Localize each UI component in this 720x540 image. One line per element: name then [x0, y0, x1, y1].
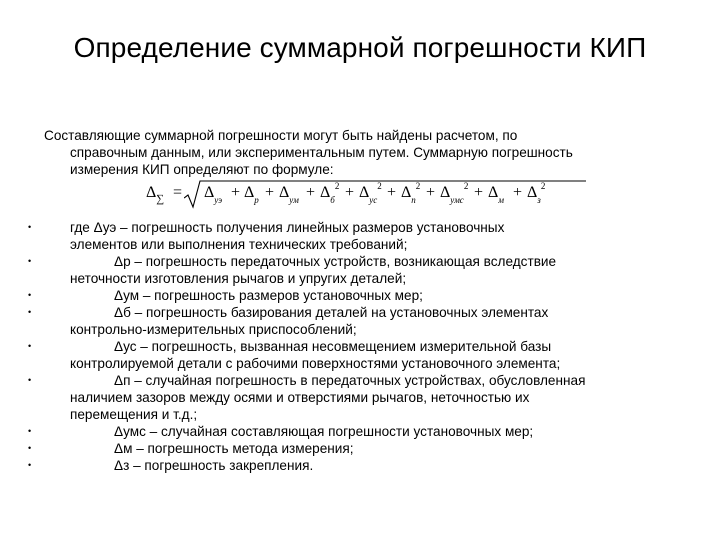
- list-item-line: Δм – погрешность метода измерения;: [114, 441, 354, 456]
- bullet: •: [28, 460, 32, 470]
- formula-term: $\Delta_п^2$: [401, 181, 421, 205]
- intro-line: справочным данным, или экспериментальным путем. Суммарную погрешность: [70, 145, 573, 160]
- bullet: •: [28, 222, 32, 232]
- list-item: [28, 338, 688, 372]
- list-item-line: неточности изготовления рычагов и упругих деталей;: [70, 271, 407, 286]
- intro-paragraph: [44, 127, 684, 178]
- list-item: [28, 372, 688, 423]
- intro-line: измерения КИП определяют по формуле:: [70, 162, 334, 177]
- list-item: [28, 287, 688, 304]
- formula-term: $\Delta_{ум}$: [279, 184, 299, 205]
- bullet: •: [28, 426, 32, 436]
- formula-term: $\Delta_м$: [488, 184, 505, 205]
- error-formula: [146, 178, 586, 212]
- list-item-line: контролируемой детали с рабочими поверхностями установочного элемента;: [70, 356, 561, 371]
- bullet: •: [28, 341, 32, 351]
- intro-line: Составляющие суммарной погрешности могут быть найдены расчетом, по: [44, 128, 518, 143]
- formula-plus: +: [426, 184, 436, 201]
- formula-plus: +: [265, 184, 275, 201]
- formula-term: $\Delta_{ус}^2$: [359, 181, 382, 205]
- formula-plus: +: [306, 184, 316, 201]
- formula-term: $\Delta_р$: [244, 184, 259, 205]
- list-item-line: Δум – погрешность размеров установочных мер;: [114, 288, 423, 303]
- formula-lhs: $\Delta_\sum$: [146, 184, 165, 205]
- list-item-line: перемещения и т.д.;: [70, 407, 198, 422]
- list-item: [28, 423, 688, 440]
- bullet: •: [28, 307, 32, 317]
- list-item-line: Δр – погрешность передаточных устройств, возникающая вследствие: [114, 254, 557, 269]
- list-item-line: Δз – погрешность закрепления.: [114, 458, 314, 473]
- list-item: [28, 219, 688, 253]
- list-item: [28, 457, 688, 474]
- formula-plus: +: [387, 184, 397, 201]
- list-item-line: Δб – погрешность базирования деталей на установочных элементах: [114, 305, 549, 320]
- formula-equals: =: [173, 184, 183, 201]
- list-item-line: наличием зазоров между осями и отверстиями рычагов, неточностью их: [70, 390, 530, 405]
- bullet: •: [28, 443, 32, 453]
- slide-title: Определение суммарной погрешности КИП: [73, 32, 647, 63]
- formula-plus: +: [474, 184, 484, 201]
- list-item-line: Δумс – случайная составляющая погрешности установочных мер;: [114, 424, 534, 439]
- list-item: [28, 440, 688, 457]
- formula-term: $\Delta_з^2$: [527, 181, 546, 205]
- error-components-list: [28, 219, 688, 474]
- list-item-line: элементов или выполнения технических требований;: [70, 237, 408, 252]
- formula-term: $\Delta_б^2$: [320, 181, 340, 205]
- formula-plus: +: [231, 184, 241, 201]
- list-item-line: где Δуэ – погрешность получения линейных размеров установочных: [70, 220, 505, 235]
- bullet: •: [28, 256, 32, 266]
- formula-plus: +: [345, 184, 355, 201]
- bullet: •: [28, 290, 32, 300]
- list-item-line: Δус – погрешность, вызванная несовмещением измерительной базы: [114, 339, 552, 354]
- list-item: [28, 253, 688, 287]
- formula-plus: +: [513, 184, 523, 201]
- formula-term: $\Delta_{умс}^2$: [440, 181, 469, 205]
- list-item: [28, 304, 688, 338]
- bullet: •: [28, 375, 32, 385]
- list-item-line: Δп – случайная погрешность в передаточных устройствах, обусловленная: [114, 373, 586, 388]
- list-item-line: контрольно-измерительных приспособлений;: [70, 322, 357, 337]
- formula-term: $\Delta_{уэ}$: [204, 184, 223, 205]
